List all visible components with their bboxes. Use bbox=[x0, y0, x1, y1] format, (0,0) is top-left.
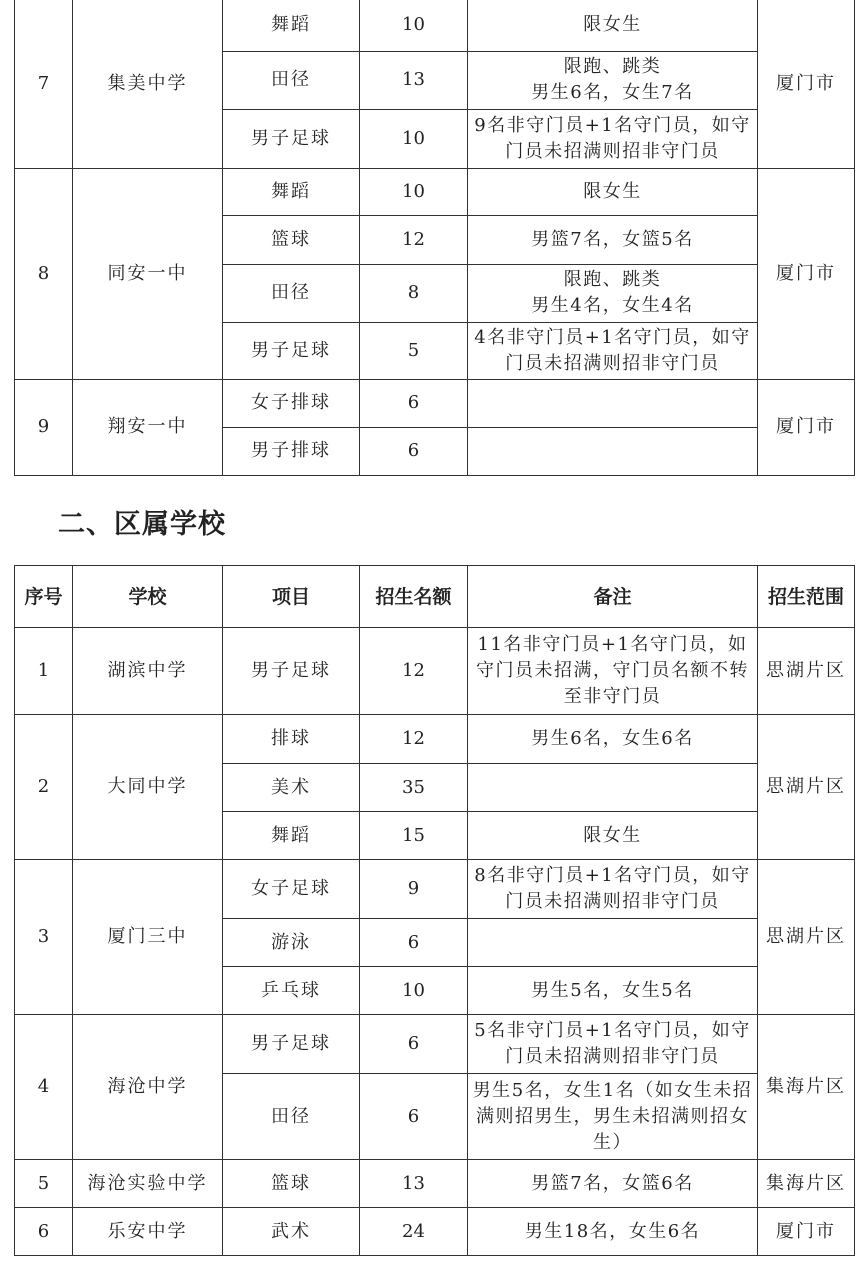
table-row bbox=[15, 168, 855, 215]
note-text: 11名非守门员+1名守门员，如守门员未招满，守门员名额不转至非守门员 bbox=[468, 628, 758, 715]
note-text: 男生5名，女生5名 bbox=[468, 967, 758, 1015]
quota-value: 6 bbox=[360, 427, 468, 475]
project-name: 武术 bbox=[223, 1208, 360, 1256]
quota-value: 5 bbox=[360, 322, 468, 379]
quota-value: 6 bbox=[360, 379, 468, 427]
note-text: 限女生 bbox=[468, 812, 758, 860]
school-name: 翔安一中 bbox=[73, 379, 223, 475]
table-row bbox=[15, 1015, 855, 1074]
note-text: 9名非守门员+1名守门员，如守门员未招满则招非守门员 bbox=[468, 109, 758, 168]
project-name: 男子足球 bbox=[223, 322, 360, 379]
project-name: 田径 bbox=[223, 1074, 360, 1160]
quota-value: 24 bbox=[360, 1208, 468, 1256]
project-name: 舞蹈 bbox=[223, 168, 360, 215]
note-text: 限跑、跳类 男生4名，女生4名 bbox=[468, 264, 758, 322]
note-text: 男生5名，女生1名（如女生未招满则招男生，男生未招满则招女生） bbox=[468, 1074, 758, 1160]
enrollment-range: 思湖片区 bbox=[758, 715, 855, 860]
row-number: 1 bbox=[15, 628, 73, 715]
quota-value: 13 bbox=[360, 1160, 468, 1208]
header-project: 项目 bbox=[223, 566, 360, 628]
quota-value: 35 bbox=[360, 764, 468, 812]
quota-value: 12 bbox=[360, 628, 468, 715]
school-name: 同安一中 bbox=[73, 168, 223, 379]
project-name: 舞蹈 bbox=[223, 812, 360, 860]
table-row bbox=[15, 715, 855, 764]
project-name: 排球 bbox=[223, 715, 360, 764]
project-name: 篮球 bbox=[223, 215, 360, 264]
enrollment-range: 思湖片区 bbox=[758, 628, 855, 715]
table-row bbox=[15, 1208, 855, 1256]
note-text: 8名非守门员+1名守门员，如守门员未招满则招非守门员 bbox=[468, 860, 758, 919]
note-text: 限女生 bbox=[468, 0, 758, 51]
section-heading: 二、区属学校 bbox=[58, 509, 226, 540]
row-number: 4 bbox=[15, 1015, 73, 1160]
school-name: 海沧实验中学 bbox=[73, 1160, 223, 1208]
project-name: 篮球 bbox=[223, 1160, 360, 1208]
quota-value: 6 bbox=[360, 1015, 468, 1074]
enrollment-range: 厦门市 bbox=[758, 168, 855, 379]
note-text bbox=[468, 379, 758, 427]
school-name: 集美中学 bbox=[73, 0, 223, 168]
table-row bbox=[15, 860, 855, 919]
row-number: 2 bbox=[15, 715, 73, 860]
quota-value: 8 bbox=[360, 264, 468, 322]
quota-value: 12 bbox=[360, 215, 468, 264]
quota-value: 13 bbox=[360, 51, 468, 109]
note-text: 限女生 bbox=[468, 168, 758, 215]
project-name: 男子排球 bbox=[223, 427, 360, 475]
table-row bbox=[15, 0, 855, 51]
school-name: 海沧中学 bbox=[73, 1015, 223, 1160]
note-text: 男篮7名，女篮6名 bbox=[468, 1160, 758, 1208]
project-name: 男子足球 bbox=[223, 1015, 360, 1074]
quota-value: 10 bbox=[360, 0, 468, 51]
quota-value: 10 bbox=[360, 967, 468, 1015]
project-name: 男子足球 bbox=[223, 109, 360, 168]
note-text: 男篮7名，女篮5名 bbox=[468, 215, 758, 264]
note-text bbox=[468, 764, 758, 812]
table-row bbox=[15, 628, 855, 715]
quota-value: 6 bbox=[360, 919, 468, 967]
header-number: 序号 bbox=[15, 566, 73, 628]
school-name: 大同中学 bbox=[73, 715, 223, 860]
project-name: 乒乓球 bbox=[223, 967, 360, 1015]
note-text bbox=[468, 919, 758, 967]
note-text: 男生18名，女生6名 bbox=[468, 1208, 758, 1256]
enrollment-range: 集海片区 bbox=[758, 1015, 855, 1160]
note-text bbox=[468, 427, 758, 475]
note-text: 5名非守门员+1名守门员，如守门员未招满则招非守门员 bbox=[468, 1015, 758, 1074]
note-text: 男生6名，女生6名 bbox=[468, 715, 758, 764]
enrollment-range: 厦门市 bbox=[758, 379, 855, 475]
quota-value: 15 bbox=[360, 812, 468, 860]
project-name: 女子足球 bbox=[223, 860, 360, 919]
note-text: 4名非守门员+1名守门员，如守门员未招满则招非守门员 bbox=[468, 322, 758, 379]
row-number: 8 bbox=[15, 168, 73, 379]
quota-value: 10 bbox=[360, 109, 468, 168]
row-number: 5 bbox=[15, 1160, 73, 1208]
row-number: 3 bbox=[15, 860, 73, 1015]
row-number: 7 bbox=[15, 0, 73, 168]
quota-value: 12 bbox=[360, 715, 468, 764]
note-text: 限跑、跳类 男生6名，女生7名 bbox=[468, 51, 758, 109]
row-number: 6 bbox=[15, 1208, 73, 1256]
project-name: 男子足球 bbox=[223, 628, 360, 715]
table-row bbox=[15, 379, 855, 427]
quota-value: 10 bbox=[360, 168, 468, 215]
header-school: 学校 bbox=[73, 566, 223, 628]
table-header-row bbox=[15, 566, 855, 628]
school-name: 乐安中学 bbox=[73, 1208, 223, 1256]
header-note: 备注 bbox=[468, 566, 758, 628]
school-name: 湖滨中学 bbox=[73, 628, 223, 715]
project-name: 舞蹈 bbox=[223, 0, 360, 51]
enrollment-range: 厦门市 bbox=[758, 1208, 855, 1256]
row-number: 9 bbox=[15, 379, 73, 475]
header-range: 招生范围 bbox=[758, 566, 855, 628]
project-name: 美术 bbox=[223, 764, 360, 812]
project-name: 田径 bbox=[223, 51, 360, 109]
continued-school-table bbox=[14, 0, 855, 476]
enrollment-range: 思湖片区 bbox=[758, 860, 855, 1015]
enrollment-range: 厦门市 bbox=[758, 0, 855, 168]
header-quota: 招生名额 bbox=[360, 566, 468, 628]
table-row bbox=[15, 1160, 855, 1208]
district-school-table bbox=[14, 565, 855, 1256]
quota-value: 9 bbox=[360, 860, 468, 919]
project-name: 游泳 bbox=[223, 919, 360, 967]
project-name: 田径 bbox=[223, 264, 360, 322]
project-name: 女子排球 bbox=[223, 379, 360, 427]
school-name: 厦门三中 bbox=[73, 860, 223, 1015]
quota-value: 6 bbox=[360, 1074, 468, 1160]
enrollment-range: 集海片区 bbox=[758, 1160, 855, 1208]
